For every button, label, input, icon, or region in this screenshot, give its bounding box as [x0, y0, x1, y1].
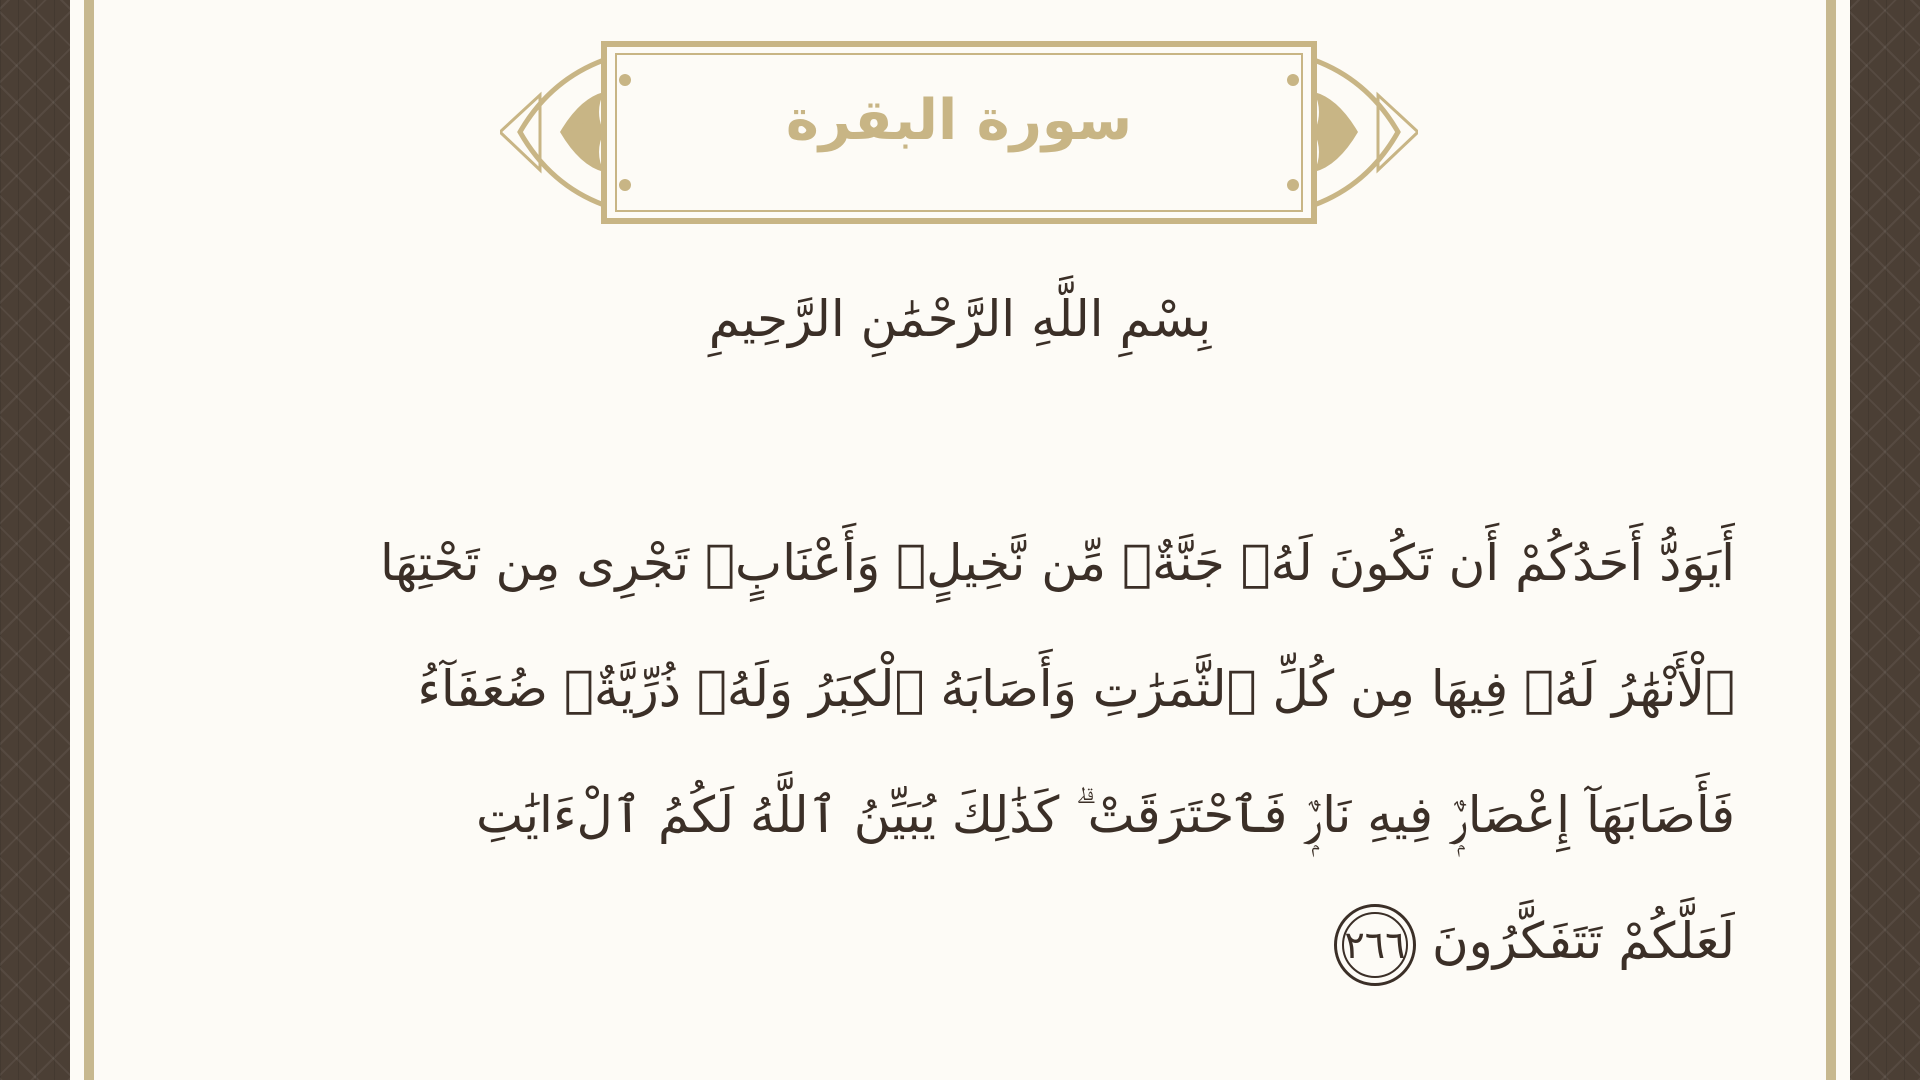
surah-title-frame	[500, 40, 1418, 225]
mushaf-page	[70, 0, 1850, 1080]
left-border-pattern	[0, 0, 70, 1080]
verse-line: ٱلْأَنْهَٰرُ لَهُۥ فِيهَا مِن كُلِّ ٱلثَّمَرَٰتِ وَأَصَابَهُ ٱلْكِبَرُ وَلَهُۥ ذُرِّيَّةٌۭ ضُعَفَآءُ	[417, 660, 1735, 718]
surah-title: سورة البقرة	[785, 88, 1133, 153]
verse-line: فَأَصَابَهَآ إِعْصَارٌۭ فِيهِ نَارٌۭ فَٱحْتَرَقَتْ ۗ كَذَٰلِكَ يُبَيِّنُ ٱللَّهُ لَكُمُ ٱلْءَايَٰتِ	[476, 786, 1735, 844]
verse-line-text: لَعَلَّكُمْ تَتَفَكَّرُونَ	[1431, 912, 1735, 970]
left-gold-rule	[84, 0, 94, 1080]
basmala: بِسْمِ اللَّهِ الرَّحْمَٰنِ الرَّحِيمِ	[708, 290, 1212, 348]
verse-line-last	[270, 878, 1735, 1004]
verse-text	[270, 500, 1735, 1004]
ayah-number-marker: ٢٦٦	[1334, 904, 1416, 986]
verse-line: أَيَوَدُّ أَحَدُكُمْ أَن تَكُونَ لَهُۥ جَنَّةٌۭ مِّن نَّخِيلٍۢ وَأَعْنَابٍۢ تَجْرِى مِن تَحْتِهَا	[380, 534, 1735, 592]
right-gold-rule	[1826, 0, 1836, 1080]
right-border-pattern	[1850, 0, 1920, 1080]
